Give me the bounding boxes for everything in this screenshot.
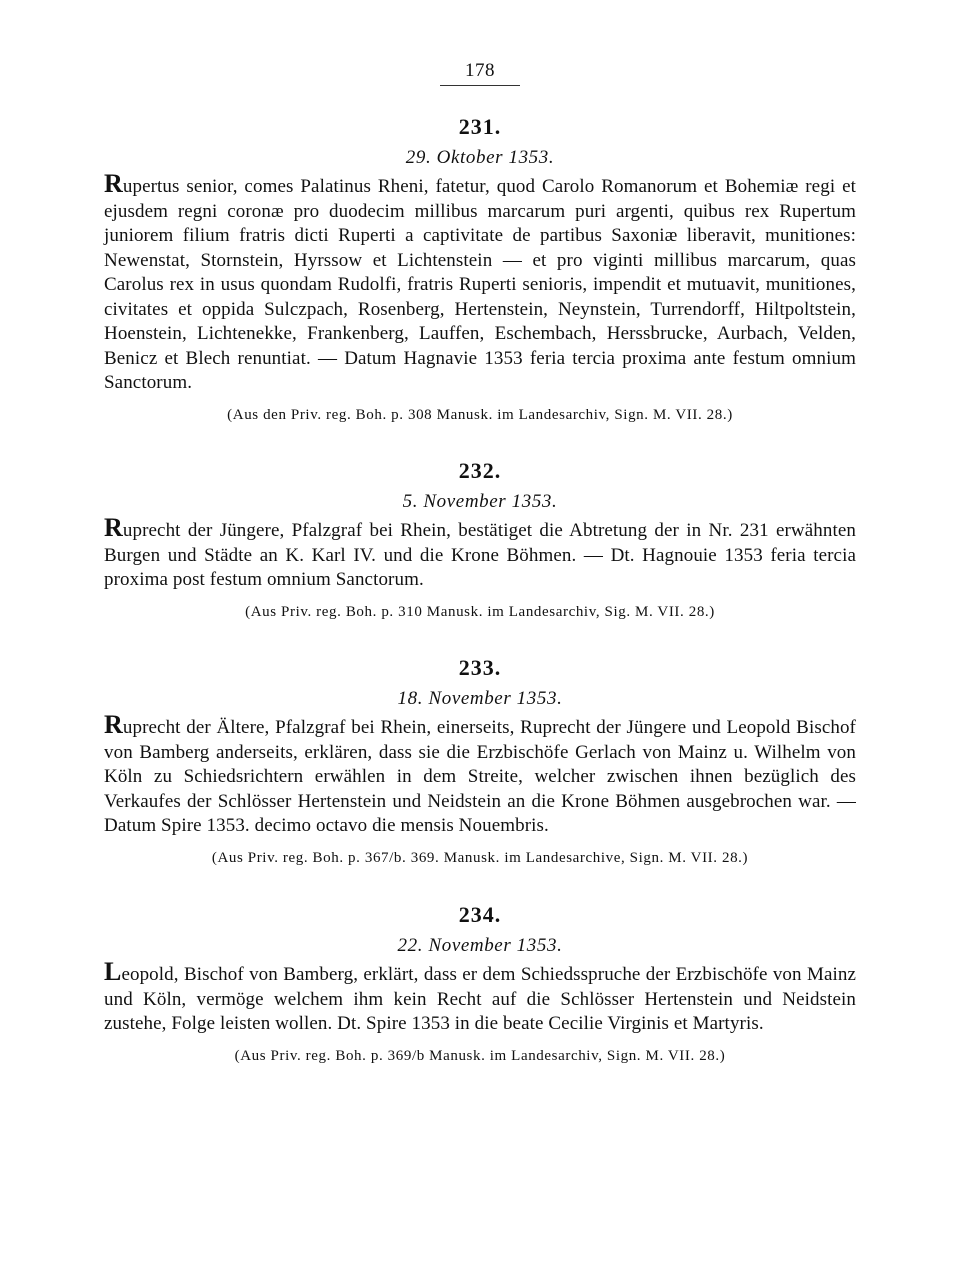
source-citation: (Aus Priv. reg. Boh. p. 367/b. 369. Manusk. im Landesarchive, Sign. M. VII. 28.) <box>211 849 749 866</box>
entry-232 <box>104 458 856 622</box>
source-citation: (Aus Priv. reg. Boh. p. 310 Manusk. im Landesarchiv, Sig. M. VII. 28.) <box>245 603 715 620</box>
entry-date: 29. Oktober 1353. <box>405 147 555 168</box>
entry-text <box>104 957 856 1037</box>
entry-date: 5. November 1353. <box>402 491 558 512</box>
entry-234 <box>104 902 856 1066</box>
entry-text <box>104 710 856 839</box>
page-number-rule <box>440 85 520 86</box>
entry-number: 234. <box>458 902 502 927</box>
entry-number: 231. <box>458 114 502 139</box>
initial-letter: L <box>104 957 122 986</box>
page-number: 178 <box>465 60 495 81</box>
entry-text-body: upertus senior, comes Palatinus Rheni, fatetur, quod Carolo Romanorum et Bohemiæ regi et ejusdem regni coronæ pro duodecim millibus marcarum puri argenti, quibus rex Rupertum juniorem filium fratris dicti Ruperti a captivitate de partibus Saxoniæ liberavit, munitiones: Newenstat, Stornstein, Hyrssow et Lichtenstein — et pro viginti millibus marcarum, quas Carolus rex in usus quondam Rudolfi, fratris Ruperti senioris, impendit et mutuavit, munitiones, civitates et oppida Sulczpach, Rosenberg, Hertenstein, Neynstein, Turrendorff, Hiltpoltstein, Hoenstein, Lichtenekke, Frankenberg, Lauffen, Eschembach, Herssbrucke, Aurbach, Velden, Benicz et Blech renuntiat. — Datum Hagnavie 1353 feria tercia proxima ante festum omnium Sanctorum. <box>104 176 856 393</box>
initial-letter: R <box>104 710 123 739</box>
entry-number: 233. <box>458 655 502 680</box>
entry-date: 22. November 1353. <box>397 935 563 956</box>
entry-text <box>104 169 856 396</box>
entry-text-body: uprecht der Jüngere, Pfalzgraf bei Rhein, bestätiget die Abtretung der in Nr. 231 erwähnten Burgen und Städte an K. Karl IV. und die Krone Böhmen. — Dt. Hagnouie 1353 feria tercia proxima post festum omnium Sanctorum. <box>104 520 856 590</box>
entry-text <box>104 513 856 593</box>
initial-letter: R <box>104 169 123 198</box>
entry-231 <box>104 114 856 425</box>
source-citation: (Aus Priv. reg. Boh. p. 369/b Manusk. im Landesarchiv, Sign. M. VII. 28.) <box>234 1047 726 1064</box>
initial-letter: R <box>104 513 123 542</box>
entry-233 <box>104 655 856 868</box>
entry-text-body: uprecht der Ältere, Pfalzgraf bei Rhein, einerseits, Ruprecht der Jüngere und Leopold Bischof von Bamberg anderseits, erklären, dass sie die Erzbischöfe Gerlach von Mainz u. Wilhelm von Köln zu Schiedsrichtern erwählen in dem Streite, welcher zwischen ihnen bezüglich des Verkaufes der Schlösser Hertenstein und Neidstein an die Krone Böhmen ausgebrochen war. — Datum Spire 1353. decimo octavo die mensis Nouembris. <box>104 717 856 836</box>
entry-date: 18. November 1353. <box>397 688 563 709</box>
source-citation: (Aus den Priv. reg. Boh. p. 308 Manusk. im Landesarchiv, Sign. M. VII. 28.) <box>227 406 733 423</box>
entry-text-body: eopold, Bischof von Bamberg, erklärt, dass er dem Schiedsspruche der Erzbischöfe von Mainz und Köln, vermöge welchem ihm kein Recht auf die Schlösser Hertenstein und Neidstein zustehe, Folge leisten wollen. Dt. Spire 1353 in die beate Cecilie Virginis et Martyris. <box>104 964 856 1034</box>
entry-number: 232. <box>458 458 502 483</box>
